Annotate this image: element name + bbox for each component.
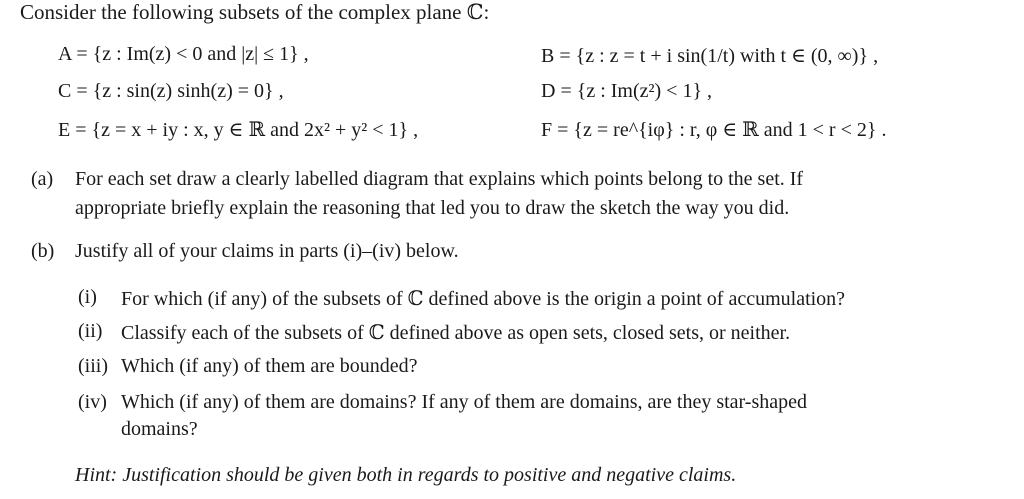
subpart-ii-label: (ii)	[78, 320, 103, 342]
subpart-ii-text: Classify each of the subsets of ℂ defined above as open sets, closed sets, or neither.	[121, 322, 791, 344]
subpart-iv-text-line1: Which (if any) of them are domains? If any of them are domains, are they star-shaped	[121, 391, 807, 413]
subpart-iv-label: (iv)	[78, 391, 107, 413]
part-a-label: (a)	[31, 168, 54, 190]
set-f-definition: F = {z = re^{iφ} : r, φ ∈ ℝ and 1 < r < 2} .	[541, 119, 887, 141]
set-b-definition: B = {z : z = t + i sin(1/t) with t ∈ (0, ∞)} ,	[541, 45, 879, 67]
part-b-label: (b)	[31, 240, 55, 262]
intro-text: Consider the following subsets of the complex plane ℂ:	[20, 0, 490, 24]
part-a-text-line2: appropriate briefly explain the reasoning that led you to draw the sketch the way you did.	[75, 197, 790, 219]
subpart-i-label: (i)	[78, 286, 97, 308]
part-a-text-line1: For each set draw a clearly labelled diagram that explains which points belong to the set. If	[75, 168, 804, 190]
set-a-definition: A = {z : Im(z) < 0 and |z| ≤ 1} ,	[58, 43, 309, 65]
part-b-text: Justify all of your claims in parts (i)–(iv) below.	[75, 240, 459, 262]
set-d-definition: D = {z : Im(z²) < 1} ,	[541, 80, 713, 102]
hint-text: Hint: Justification should be given both in regards to positive and negative claims.	[75, 464, 737, 486]
set-c-definition: C = {z : sin(z) sinh(z) = 0} ,	[58, 80, 284, 102]
set-e-definition: E = {z = x + iy : x, y ∈ ℝ and 2x² + y² < 1} ,	[58, 119, 419, 141]
subpart-i-text: For which (if any) of the subsets of ℂ defined above is the origin a point of accumulation?	[121, 288, 846, 310]
subpart-iii-label: (iii)	[78, 355, 108, 377]
subpart-iv-text-line2: domains?	[121, 418, 198, 440]
subpart-iii-text: Which (if any) of them are bounded?	[121, 355, 418, 377]
